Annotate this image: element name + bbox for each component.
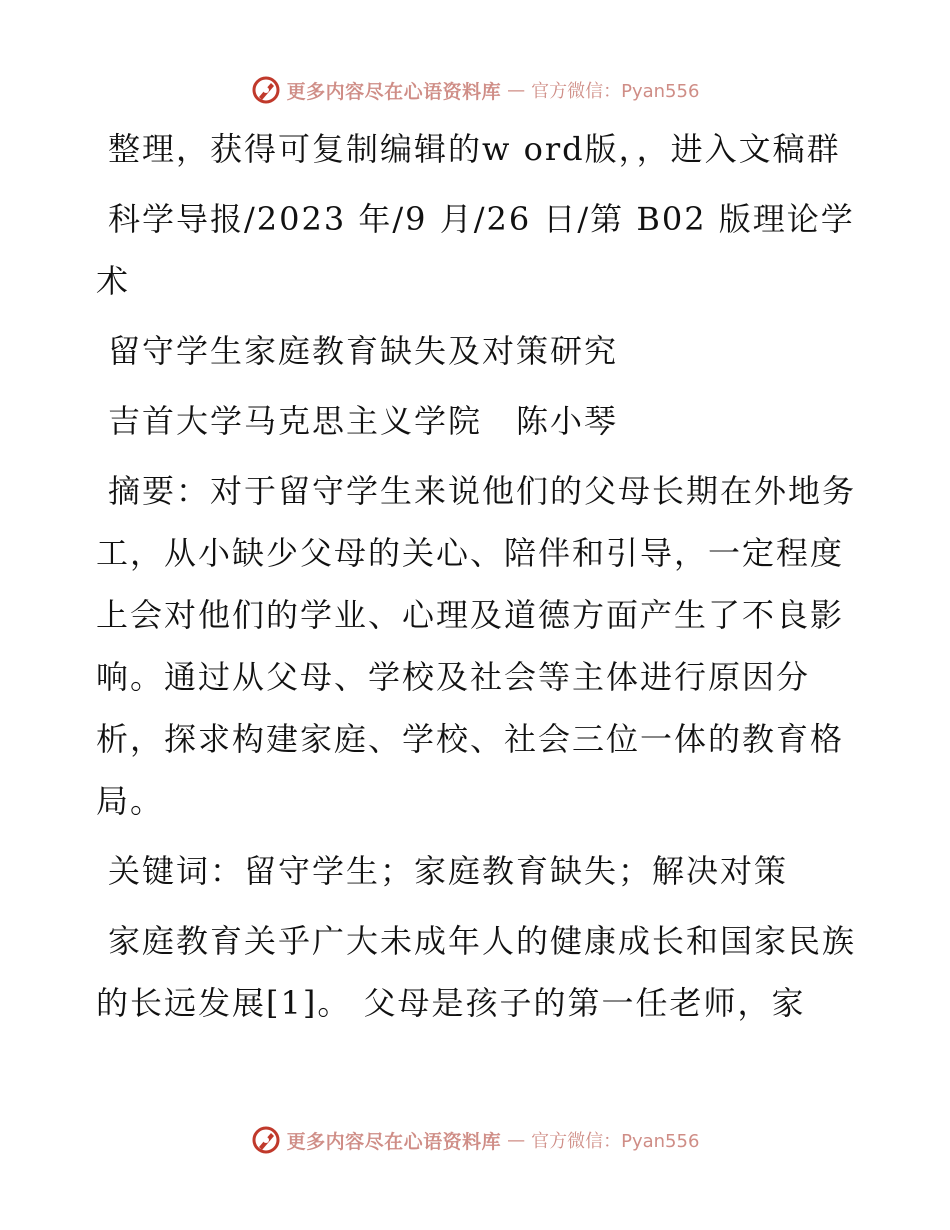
watermark-banner-bottom (0, 1120, 950, 1160)
watermark-brand: 更多内容尽在心语资料库 (286, 1130, 502, 1153)
article-title: 留守学生家庭教育缺失及对策研究 (108, 332, 619, 370)
keywords: 关键词：留守学生；家庭教育缺失；解决对策 (108, 852, 789, 890)
watermark-separator: — (507, 1129, 526, 1151)
watermark-wechat: 官方微信：Pyan556 (531, 81, 700, 102)
watermark-banner-top (0, 70, 950, 110)
source-line: 科学导报/2023 年/9 月/26 日/第 B02 版理论学术 (96, 200, 855, 300)
body-paragraph: 家庭教育关乎广大未成年人的健康成长和国家民族的长远发展[1]。 父母是孩子的第一任老师，家 (96, 922, 857, 1022)
abstract: 摘要：对于留守学生来说他们的父母长期在外地务工，从小缺少父母的关心、陪伴和引导，一定程度上会对他们的学业、心理及道德方面产生了不良影响。通过从父母、学校及社会等主体进行原因分析，探求构建家庭、学校、社会三位一体的教育格局。 (96, 472, 857, 820)
pen-logo-icon (251, 75, 281, 105)
watermark-wechat: 官方微信：Pyan556 (531, 1131, 700, 1152)
pen-logo-icon (251, 1125, 281, 1155)
author-line: 吉首大学马克思主义学院 陈小琴 (108, 402, 619, 440)
intro-note: 整理，获得可复制编辑的w ord版，，进入文稿群 (108, 130, 841, 168)
document-body (96, 118, 856, 1042)
watermark-brand: 更多内容尽在心语资料库 (286, 80, 502, 103)
watermark-separator: — (507, 79, 526, 101)
